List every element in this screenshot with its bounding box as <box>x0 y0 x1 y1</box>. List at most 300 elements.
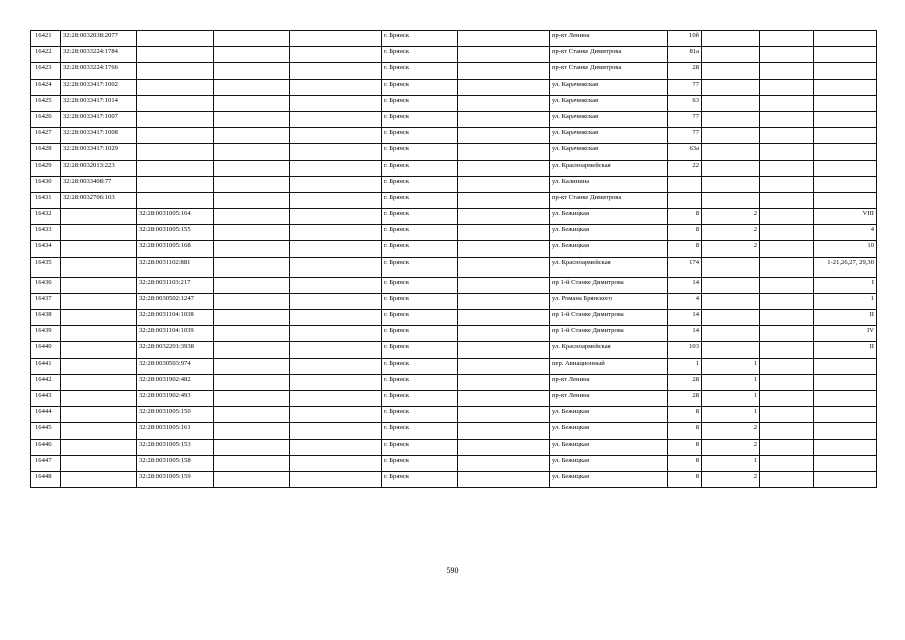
cell-cadastral-number <box>61 407 137 423</box>
cell-room <box>814 47 877 63</box>
cell-col-5 <box>290 374 382 390</box>
cell-apartment <box>760 293 814 309</box>
cell-cadastral-number: 32:28:0033417:1007 <box>61 111 137 127</box>
cell-record-number: 16433 <box>31 225 61 241</box>
table-row <box>31 326 877 342</box>
table-row <box>31 128 877 144</box>
table-row <box>31 407 877 423</box>
cell-street: ул. Калинина <box>550 176 668 192</box>
cell-house: 81а <box>668 47 702 63</box>
cell-cadastral-number-room <box>137 176 214 192</box>
cell-building: 1 <box>702 390 760 406</box>
table-row <box>31 293 877 309</box>
cell-apartment <box>760 63 814 79</box>
cell-col-7 <box>458 471 550 487</box>
cell-cadastral-number-room <box>137 95 214 111</box>
cell-cadastral-number <box>61 326 137 342</box>
cell-cadastral-number-room: 32:28:0031005:164 <box>137 209 214 225</box>
cell-house: 8 <box>668 439 702 455</box>
cell-record-number: 16424 <box>31 79 61 95</box>
cell-col-4 <box>214 342 290 358</box>
cell-apartment <box>760 407 814 423</box>
cell-house: 10б <box>668 31 702 47</box>
cell-cadastral-number-room <box>137 79 214 95</box>
table-row <box>31 176 877 192</box>
cell-city: г. Брянск <box>382 95 458 111</box>
cell-street: ул. Бежицкая <box>550 423 668 439</box>
cell-col-4 <box>214 241 290 257</box>
cell-street: пр-кт Ленина <box>550 390 668 406</box>
cell-col-5 <box>290 342 382 358</box>
cell-col-4 <box>214 374 290 390</box>
cell-col-7 <box>458 95 550 111</box>
cell-cadastral-number-room: 32:28:0030503:974 <box>137 358 214 374</box>
cell-col-4 <box>214 293 290 309</box>
cell-cadastral-number-room: 32:28:0031005:155 <box>137 225 214 241</box>
cell-apartment <box>760 342 814 358</box>
cell-room <box>814 79 877 95</box>
cell-city: г. Брянск <box>382 423 458 439</box>
cell-record-number: 16448 <box>31 471 61 487</box>
cell-cadastral-number <box>61 293 137 309</box>
cell-house: 8 <box>668 423 702 439</box>
cell-city: г. Брянск <box>382 326 458 342</box>
cell-street: ул. Карачижская <box>550 111 668 127</box>
cell-room <box>814 63 877 79</box>
cell-street: ул. Карачижская <box>550 79 668 95</box>
cell-street: ул. Карачижская <box>550 95 668 111</box>
cell-city: г. Брянск <box>382 192 458 208</box>
cell-cadastral-number-room <box>137 47 214 63</box>
cell-room: 4 <box>814 225 877 241</box>
cell-col-5 <box>290 47 382 63</box>
cell-col-5 <box>290 471 382 487</box>
cell-col-7 <box>458 342 550 358</box>
cell-col-7 <box>458 144 550 160</box>
cell-col-4 <box>214 439 290 455</box>
cell-col-5 <box>290 111 382 127</box>
page-number: 590 <box>446 566 459 575</box>
cell-record-number: 16434 <box>31 241 61 257</box>
cell-house: 28 <box>668 374 702 390</box>
cell-building <box>702 277 760 293</box>
cell-room <box>814 31 877 47</box>
cell-house: 63а <box>668 144 702 160</box>
cell-street: пр-кт Станке Димитрова <box>550 63 668 79</box>
cell-record-number: 16438 <box>31 310 61 326</box>
cell-col-4 <box>214 79 290 95</box>
cell-cadastral-number-room: 32:28:0031005:161 <box>137 423 214 439</box>
cell-apartment <box>760 374 814 390</box>
cell-building <box>702 128 760 144</box>
cell-apartment <box>760 128 814 144</box>
cell-street: пр-кт Ленина <box>550 374 668 390</box>
table-row <box>31 63 877 79</box>
cell-apartment <box>760 471 814 487</box>
table-row <box>31 277 877 293</box>
cell-record-number: 16436 <box>31 277 61 293</box>
cell-apartment <box>760 358 814 374</box>
cell-col-4 <box>214 31 290 47</box>
cell-city: г. Брянск <box>382 31 458 47</box>
cell-street: ул. Карачижская <box>550 128 668 144</box>
cell-building: 1 <box>702 358 760 374</box>
cell-apartment <box>760 310 814 326</box>
cell-room <box>814 439 877 455</box>
cell-record-number: 16421 <box>31 31 61 47</box>
cell-city: г. Брянск <box>382 160 458 176</box>
cell-street: ул. Красноармейская <box>550 160 668 176</box>
cell-apartment <box>760 257 814 277</box>
cell-cadastral-number-room: 32:28:0031103:217 <box>137 277 214 293</box>
cell-building <box>702 47 760 63</box>
cell-room: 10 <box>814 241 877 257</box>
cell-street: ул. Романа Брянского <box>550 293 668 309</box>
cell-col-7 <box>458 31 550 47</box>
cell-street: ул. Красноармейская <box>550 342 668 358</box>
cell-street: пер. Авиационный <box>550 358 668 374</box>
cell-col-7 <box>458 358 550 374</box>
table-row <box>31 439 877 455</box>
cell-building <box>702 342 760 358</box>
property-register-table <box>30 30 877 488</box>
cell-col-7 <box>458 293 550 309</box>
cell-city: г. Брянск <box>382 225 458 241</box>
cell-cadastral-number-room: 32:28:0031902:493 <box>137 390 214 406</box>
cell-col-5 <box>290 192 382 208</box>
cell-col-7 <box>458 128 550 144</box>
cell-cadastral-number <box>61 439 137 455</box>
register-body <box>31 31 877 488</box>
cell-building: 2 <box>702 423 760 439</box>
cell-room: II <box>814 310 877 326</box>
cell-col-4 <box>214 95 290 111</box>
table-row <box>31 95 877 111</box>
cell-house: 8 <box>668 241 702 257</box>
cell-apartment <box>760 95 814 111</box>
cell-record-number: 16443 <box>31 390 61 406</box>
cell-col-4 <box>214 277 290 293</box>
table-row <box>31 374 877 390</box>
cell-room <box>814 471 877 487</box>
cell-cadastral-number-room: 32:28:0031005:150 <box>137 407 214 423</box>
table-row <box>31 225 877 241</box>
cell-building <box>702 160 760 176</box>
cell-street: ул. Бежицкая <box>550 455 668 471</box>
cell-cadastral-number: 32:28:0033224:1784 <box>61 47 137 63</box>
cell-col-5 <box>290 209 382 225</box>
cell-col-5 <box>290 63 382 79</box>
cell-apartment <box>760 209 814 225</box>
cell-col-7 <box>458 160 550 176</box>
cell-record-number: 16440 <box>31 342 61 358</box>
document-sheet <box>30 30 876 488</box>
cell-room: 1-21,26,27, 29,30 <box>814 257 877 277</box>
cell-col-7 <box>458 176 550 192</box>
cell-cadastral-number <box>61 225 137 241</box>
cell-street: пр 1-й Станке Димитрова <box>550 326 668 342</box>
cell-record-number: 16445 <box>31 423 61 439</box>
cell-record-number: 16430 <box>31 176 61 192</box>
cell-cadastral-number: 32:28:0033417:1008 <box>61 128 137 144</box>
cell-room <box>814 111 877 127</box>
cell-col-5 <box>290 176 382 192</box>
cell-cadastral-number-room: 32:28:0031005:168 <box>137 241 214 257</box>
table-row <box>31 144 877 160</box>
cell-room: 1 <box>814 293 877 309</box>
cell-city: г. Брянск <box>382 455 458 471</box>
cell-apartment <box>760 176 814 192</box>
cell-room <box>814 128 877 144</box>
cell-street: пр-кт Станке Димитрова <box>550 47 668 63</box>
cell-col-4 <box>214 390 290 406</box>
cell-col-4 <box>214 209 290 225</box>
table-row <box>31 241 877 257</box>
cell-record-number: 16432 <box>31 209 61 225</box>
cell-street: ул. Бежицкая <box>550 209 668 225</box>
table-row <box>31 455 877 471</box>
cell-city: г. Брянск <box>382 293 458 309</box>
cell-street: ул. Карачижская <box>550 144 668 160</box>
cell-building: 2 <box>702 225 760 241</box>
cell-col-4 <box>214 471 290 487</box>
cell-col-5 <box>290 390 382 406</box>
cell-col-5 <box>290 128 382 144</box>
table-row <box>31 310 877 326</box>
cell-apartment <box>760 326 814 342</box>
cell-cadastral-number: 32:28:0032706:103 <box>61 192 137 208</box>
cell-building <box>702 176 760 192</box>
cell-building <box>702 111 760 127</box>
cell-col-7 <box>458 423 550 439</box>
cell-street: ул. Бежицкая <box>550 407 668 423</box>
cell-col-5 <box>290 326 382 342</box>
cell-city: г. Брянск <box>382 277 458 293</box>
cell-record-number: 16426 <box>31 111 61 127</box>
cell-street: пр 1-й Станке Димитрова <box>550 310 668 326</box>
cell-house: 77 <box>668 128 702 144</box>
cell-cadastral-number-room <box>137 128 214 144</box>
cell-col-4 <box>214 144 290 160</box>
cell-col-4 <box>214 63 290 79</box>
cell-cadastral-number-room: 32:28:0031005:159 <box>137 471 214 487</box>
cell-col-5 <box>290 95 382 111</box>
cell-building: 1 <box>702 455 760 471</box>
cell-apartment <box>760 47 814 63</box>
cell-cadastral-number <box>61 471 137 487</box>
cell-record-number: 16437 <box>31 293 61 309</box>
cell-col-7 <box>458 407 550 423</box>
cell-cadastral-number <box>61 342 137 358</box>
cell-cadastral-number <box>61 209 137 225</box>
table-row <box>31 192 877 208</box>
cell-col-4 <box>214 407 290 423</box>
cell-col-4 <box>214 310 290 326</box>
cell-col-7 <box>458 374 550 390</box>
cell-room <box>814 390 877 406</box>
cell-col-5 <box>290 293 382 309</box>
cell-col-5 <box>290 439 382 455</box>
cell-house: 8 <box>668 471 702 487</box>
cell-cadastral-number-room: 32:28:0031902:482 <box>137 374 214 390</box>
cell-cadastral-number-room: 32:28:0031102:881 <box>137 257 214 277</box>
cell-cadastral-number: 32:28:0033408:77 <box>61 176 137 192</box>
cell-house: 63 <box>668 95 702 111</box>
cell-record-number: 16423 <box>31 63 61 79</box>
cell-cadastral-number-room <box>137 160 214 176</box>
cell-street: ул. Бежицкая <box>550 471 668 487</box>
table-row <box>31 471 877 487</box>
cell-col-5 <box>290 257 382 277</box>
cell-cadastral-number-room: 32:28:0031005:153 <box>137 439 214 455</box>
cell-apartment <box>760 192 814 208</box>
cell-room: II <box>814 342 877 358</box>
cell-house <box>668 176 702 192</box>
cell-cadastral-number <box>61 257 137 277</box>
cell-city: г. Брянск <box>382 439 458 455</box>
cell-col-5 <box>290 79 382 95</box>
cell-room: IV <box>814 326 877 342</box>
cell-col-4 <box>214 423 290 439</box>
cell-record-number: 16427 <box>31 128 61 144</box>
cell-apartment <box>760 423 814 439</box>
cell-col-5 <box>290 31 382 47</box>
cell-house: 14 <box>668 277 702 293</box>
cell-col-7 <box>458 47 550 63</box>
cell-apartment <box>760 31 814 47</box>
cell-col-5 <box>290 407 382 423</box>
cell-city: г. Брянск <box>382 471 458 487</box>
cell-col-7 <box>458 390 550 406</box>
cell-building: 2 <box>702 241 760 257</box>
cell-cadastral-number-room: 32:28:0032201:3938 <box>137 342 214 358</box>
cell-street: пр-кт Ленина <box>550 31 668 47</box>
cell-col-7 <box>458 455 550 471</box>
cell-city: г. Брянск <box>382 144 458 160</box>
cell-record-number: 16431 <box>31 192 61 208</box>
cell-street: ул. Бежицкая <box>550 225 668 241</box>
cell-apartment <box>760 160 814 176</box>
cell-cadastral-number-room <box>137 111 214 127</box>
cell-record-number: 16429 <box>31 160 61 176</box>
cell-record-number: 16446 <box>31 439 61 455</box>
cell-cadastral-number: 32:28:0033417:1014 <box>61 95 137 111</box>
cell-house <box>668 192 702 208</box>
cell-apartment <box>760 79 814 95</box>
cell-record-number: 16425 <box>31 95 61 111</box>
cell-building: 2 <box>702 209 760 225</box>
cell-room <box>814 358 877 374</box>
table-row <box>31 358 877 374</box>
cell-building <box>702 95 760 111</box>
cell-cadastral-number: 32:28:0032038:2077 <box>61 31 137 47</box>
cell-cadastral-number-room <box>137 31 214 47</box>
cell-col-5 <box>290 160 382 176</box>
cell-city: г. Брянск <box>382 176 458 192</box>
cell-city: г. Брянск <box>382 374 458 390</box>
cell-room <box>814 95 877 111</box>
cell-record-number: 16428 <box>31 144 61 160</box>
cell-room <box>814 176 877 192</box>
cell-building <box>702 144 760 160</box>
cell-house: 77 <box>668 79 702 95</box>
table-row <box>31 257 877 277</box>
cell-house: 103 <box>668 342 702 358</box>
cell-room: I <box>814 277 877 293</box>
cell-col-5 <box>290 455 382 471</box>
cell-col-4 <box>214 326 290 342</box>
cell-cadastral-number-room: 32:28:0030502:1247 <box>137 293 214 309</box>
cell-city: г. Брянск <box>382 342 458 358</box>
cell-street: пр 1-й Станке Димитрова <box>550 277 668 293</box>
cell-house: 174 <box>668 257 702 277</box>
table-row <box>31 79 877 95</box>
cell-apartment <box>760 241 814 257</box>
cell-record-number: 16444 <box>31 407 61 423</box>
cell-house: 77 <box>668 111 702 127</box>
cell-room <box>814 374 877 390</box>
cell-house: 8 <box>668 407 702 423</box>
cell-room <box>814 455 877 471</box>
cell-room <box>814 160 877 176</box>
table-row <box>31 160 877 176</box>
table-row <box>31 209 877 225</box>
cell-cadastral-number <box>61 423 137 439</box>
cell-house: 22 <box>668 160 702 176</box>
cell-cadastral-number <box>61 310 137 326</box>
cell-city: г. Брянск <box>382 390 458 406</box>
cell-city: г. Брянск <box>382 79 458 95</box>
cell-house: 1 <box>668 358 702 374</box>
cell-record-number: 16435 <box>31 257 61 277</box>
cell-building: 2 <box>702 471 760 487</box>
cell-city: г. Брянск <box>382 63 458 79</box>
cell-building: 2 <box>702 439 760 455</box>
cell-building <box>702 293 760 309</box>
cell-col-7 <box>458 79 550 95</box>
cell-cadastral-number <box>61 241 137 257</box>
cell-col-4 <box>214 176 290 192</box>
cell-apartment <box>760 439 814 455</box>
cell-street: ул. Красноармейская <box>550 257 668 277</box>
cell-cadastral-number: 32:28:0032013:223 <box>61 160 137 176</box>
cell-house: 28 <box>668 390 702 406</box>
cell-record-number: 16422 <box>31 47 61 63</box>
cell-city: г. Брянск <box>382 111 458 127</box>
cell-city: г. Брянск <box>382 47 458 63</box>
cell-cadastral-number: 32:28:0033417:1002 <box>61 79 137 95</box>
cell-house: 14 <box>668 310 702 326</box>
cell-house: 28 <box>668 63 702 79</box>
cell-col-4 <box>214 358 290 374</box>
cell-city: г. Брянск <box>382 128 458 144</box>
cell-apartment <box>760 390 814 406</box>
cell-city: г. Брянск <box>382 209 458 225</box>
cell-col-7 <box>458 439 550 455</box>
cell-cadastral-number-room: 32:28:0031104:1038 <box>137 310 214 326</box>
cell-col-5 <box>290 277 382 293</box>
cell-col-7 <box>458 277 550 293</box>
cell-apartment <box>760 144 814 160</box>
cell-city: г. Брянск <box>382 310 458 326</box>
cell-street: пр-кт Станке Димитрова <box>550 192 668 208</box>
cell-col-7 <box>458 209 550 225</box>
cell-building <box>702 63 760 79</box>
cell-room <box>814 407 877 423</box>
cell-city: г. Брянск <box>382 257 458 277</box>
cell-apartment <box>760 277 814 293</box>
cell-house: 4 <box>668 293 702 309</box>
